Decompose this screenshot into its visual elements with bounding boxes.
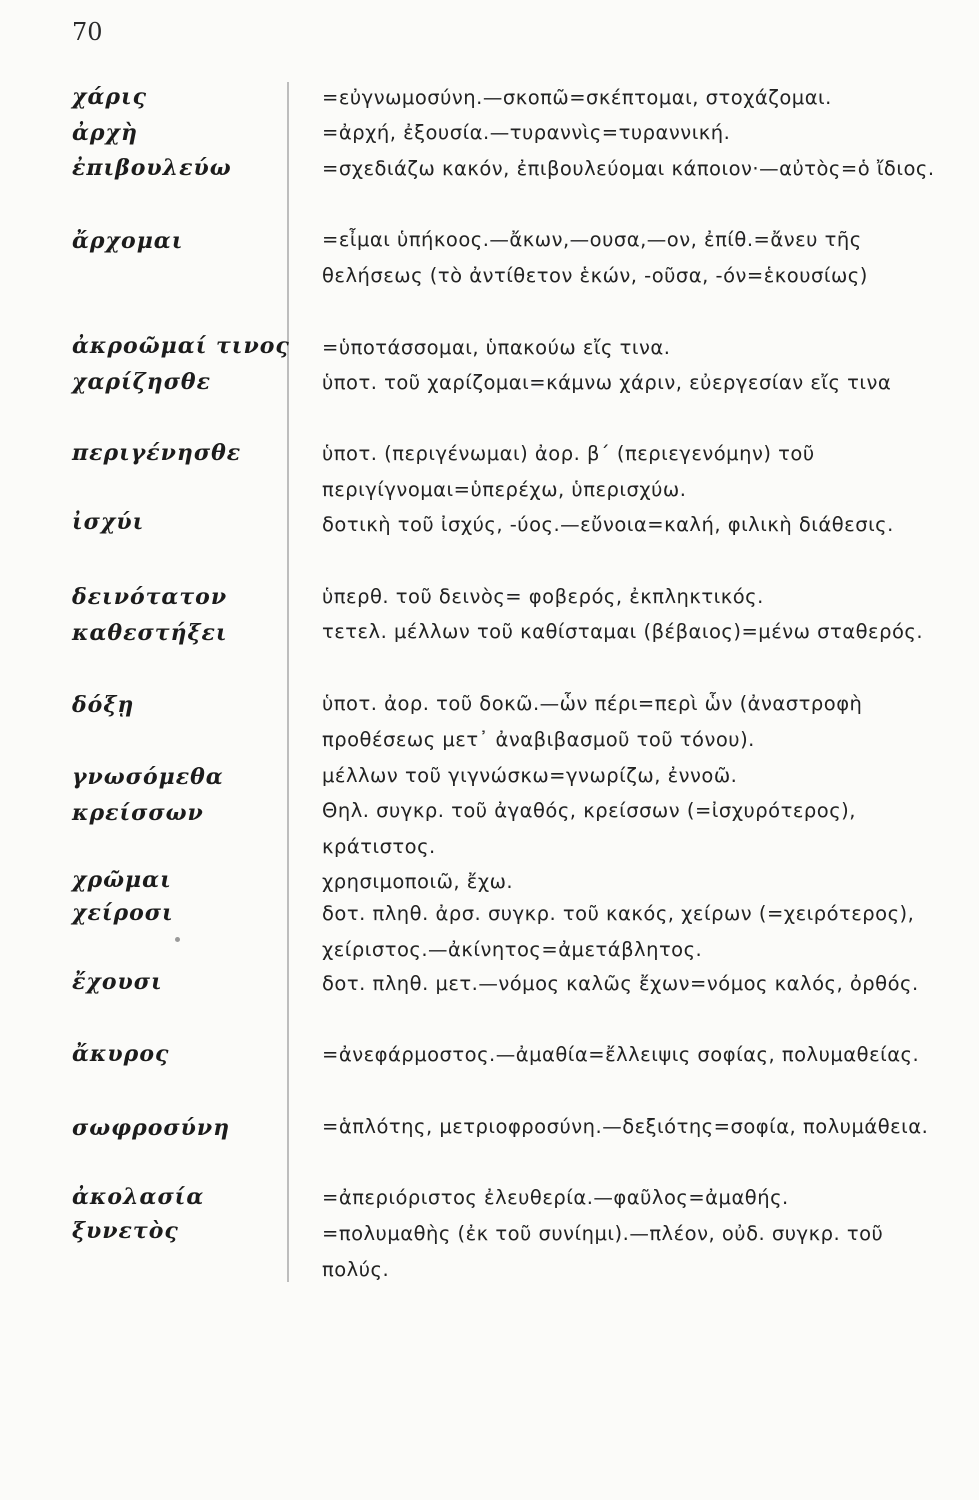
gloss-entry: ὑποτ. (περιγένωμαι) ἀορ. β΄ (περιεγενόμην) τοῦ περιγίγνομαι=ὑπερέχω, ὑπερισχύω. <box>322 442 815 501</box>
headword: χείροσι <box>72 900 174 926</box>
gloss-entry: =ὑποτάσσομαι, ὑπακούω εἴς τινα. <box>322 336 671 359</box>
headword: ἄκυρος <box>72 1041 170 1067</box>
gloss-entry: χρησιμοποιῶ, ἔχω. <box>322 870 514 893</box>
headword: ἔχουσι <box>72 969 163 995</box>
gloss-entry: μέλλων τοῦ γιγνώσκω=γνωρίζω, ἐννοῶ. <box>322 764 738 787</box>
gloss-entry: τετελ. μέλλων τοῦ καθίσταμαι (βέβαιος)=μένω σταθερός. <box>322 620 924 643</box>
gloss-entry: =σχεδιάζω κακόν, ἐπιβουλεύομαι κάποιον·—αὐτὸς=ὁ ἴδιος. <box>322 157 935 180</box>
headword: σωφροσύνη <box>72 1115 231 1141</box>
gloss-entry: =ἀρχή, ἐξουσία.—τυραννὶς=τυραννική. <box>322 121 731 144</box>
headword: ἄρχομαι <box>72 228 184 254</box>
gloss-entry: Θηλ. συγκρ. τοῦ ἀγαθός, κρείσσων (=ἰσχυρότερος), κράτιστος. <box>322 799 856 858</box>
headword: ἀκροῶμαί τινος <box>72 333 290 359</box>
headword: ἐπιβουλεύω <box>72 155 232 181</box>
gloss-entry: =εἶμαι ὑπήκοος.—ἄκων,—ουσα,—ον, ἐπίθ.=ἄνευ τῆς θελήσεως (τὸ ἀντίθετον ἑκών, -οῦσα, -όν=ἑκουσίως) <box>322 228 868 287</box>
headword: ἀκολασία <box>72 1184 205 1210</box>
gloss-entry: =εὐγνωμοσύνη.—σκοπῶ=σκέπτομαι, στοχάζομαι. <box>322 86 832 109</box>
headword: δεινότατον <box>72 584 228 610</box>
headword: καθεστήξει <box>72 620 228 646</box>
gloss-entry: ὑποτ. τοῦ χαρίζομαι=κάμνω χάριν, εὐεργεσίαν εἴς τινα <box>322 371 892 394</box>
headword: γνωσόμεθα <box>72 764 224 790</box>
headword: ξυνετὸς <box>72 1218 179 1244</box>
gloss-entry: δοτ. πληθ. μετ.—νόμος καλῶς ἔχων=νόμος καλός, ὀρθός. <box>322 972 919 995</box>
headword: περιγένησθε <box>72 440 242 466</box>
gloss-entry: ὑπερθ. τοῦ δεινὸς= φοβερός, ἐκπληκτικός. <box>322 585 764 608</box>
gloss-entry: δοτικὴ τοῦ ἰσχύς, -ύος.—εὔνοια=καλή, φιλικὴ διάθεσις. <box>322 513 894 536</box>
headword: χρῶμαι <box>72 867 172 893</box>
margin-dot <box>175 937 180 942</box>
headword: δόξῃ <box>72 692 135 718</box>
gloss-entry: =ἀπεριόριστος ἐλευθερία.—φαῦλος=ἀμαθής. <box>322 1186 789 1209</box>
headword: χάρις <box>72 84 148 110</box>
headword: ἀρχὴ <box>72 120 139 146</box>
page-number: 70 <box>72 18 103 46</box>
gloss-entry: ὑποτ. ἀορ. τοῦ δοκῶ.—ὧν πέρι=περὶ ὧν (ἀναστροφὴ προθέσεως μετ᾽ ἀναβιβασμοῦ τοῦ τόνου). <box>322 692 863 751</box>
gloss-entry: δοτ. πληθ. ἀρσ. συγκρ. τοῦ κακός, χείρων (=χειρότερος), χείριστος.—ἀκίνητος=ἀμετάβλητος. <box>322 902 915 961</box>
gloss-entry: =ἀνεφάρμοστος.—ἀμαθία=ἔλλειψις σοφίας, πολυμαθείας. <box>322 1043 920 1066</box>
gloss-entry: =ἁπλότης, μετριοφροσύνη.—δεξιότης=σοφία, πολυμάθεια. <box>322 1115 929 1138</box>
headword: ἰσχύι <box>72 509 145 535</box>
headword: κρείσσων <box>72 800 204 826</box>
headword: χαρίζησθε <box>72 369 211 395</box>
gloss-entry: =πολυμαθὴς (ἐκ τοῦ συνίημι).—πλέον, οὐδ. συγκρ. τοῦ πολύς. <box>322 1222 884 1281</box>
column-divider <box>287 82 289 1282</box>
